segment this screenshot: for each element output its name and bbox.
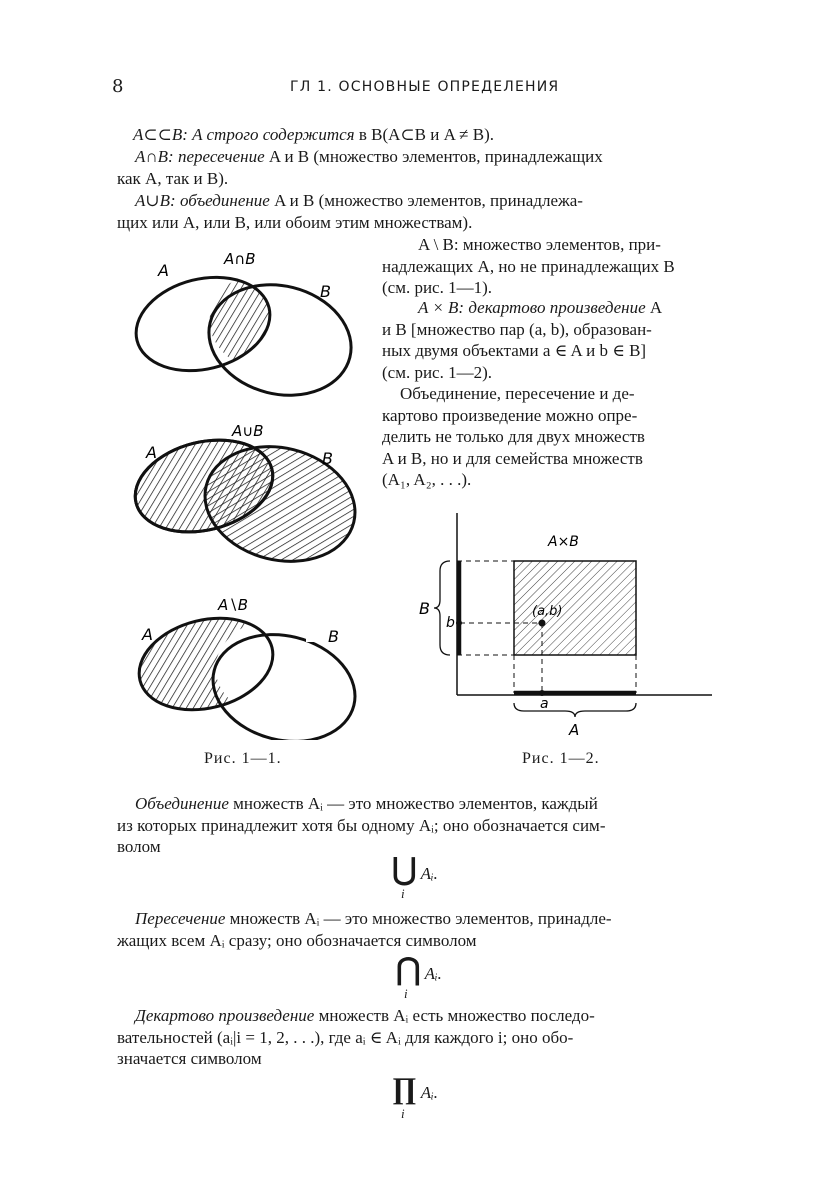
page-number: 8 xyxy=(112,76,124,97)
def-difference: A \ B: множество элементов, при- надлежащих A, но не принадлежащих B (см. рис. 1—1). xyxy=(382,235,675,297)
brace-A xyxy=(514,703,636,717)
venn-title-intersection: A∩B xyxy=(224,250,256,268)
def-intersection: A∩B: пересечение A и B (множество элементов, принадлежащих как A, так и B). xyxy=(117,147,603,188)
def-union: A∪B: объединение A и B (множество элементов, принадлежа- щих или A, или B, или обоим этим множествам). xyxy=(117,191,583,232)
point-ab xyxy=(539,620,546,627)
product-title: A×B xyxy=(548,534,579,550)
label-A: A xyxy=(569,721,580,739)
union-family-definition: Объединение множеств Aᵢ — это множество элементов, каждый из которых принадлежит хотя бы одному Aᵢ; оно обозначается сим- волом xyxy=(117,794,606,856)
figure1-caption: Рис. 1—1. xyxy=(204,750,282,767)
venn-label-a: A xyxy=(142,625,153,644)
remark-families: Объединение, пересечение и де- картово произведение можно опре- делить не только для двух множеств A и B, но и для семейства множеств (A₁, A₂, . . .). xyxy=(382,384,645,489)
intersection-family-definition: Пересечение множеств Aᵢ — это множество элементов, принадле- жащих всем Aᵢ сразу; оно обозначается символом xyxy=(117,909,612,950)
venn-union xyxy=(125,422,367,577)
figure-venn-diagrams xyxy=(120,240,370,740)
venn-label-b: B xyxy=(320,282,331,301)
venn-intersection xyxy=(126,250,363,410)
chapter-title: ГЛ 1. ОСНОВНЫЕ ОПРЕДЕЛЕНИЯ xyxy=(290,79,560,95)
def-cartesian: A × B: декартово произведение A и B [множество пар (a, b), образован- ных двумя объектами a ∈ A и b ∈ B] (см. рис. 1—2). xyxy=(382,298,663,382)
venn-label-a: A xyxy=(158,261,169,280)
label-a: a xyxy=(540,696,549,712)
venn-label-a: A xyxy=(146,443,157,462)
figure2-caption: Рис. 1—2. xyxy=(522,750,600,767)
figure-cartesian-product xyxy=(410,505,720,745)
venn-title-difference: A∖B xyxy=(218,596,249,614)
product-family-definition: Декартово произведение множеств Aᵢ есть множество последо- вательностей (aᵢ|i = 1, 2, . . .), где aᵢ ∈ Aᵢ для каждого i; оно обо- значается символом xyxy=(117,1006,595,1068)
label-b: b xyxy=(446,615,455,631)
venn-label-b: B xyxy=(322,449,333,468)
def-strict-subset: A⊂⊂B: A строго содержится в B(A⊂B и A ≠ B). xyxy=(133,125,494,144)
venn-title-union: A∪B xyxy=(232,422,264,440)
brace-B xyxy=(434,561,450,655)
union-family-formula: ⋃ Aᵢ. i xyxy=(392,853,438,901)
venn-difference xyxy=(129,596,366,740)
intersection-family-formula: ⋂ Aᵢ. i xyxy=(396,953,442,1001)
label-B: B xyxy=(419,599,430,618)
venn-label-b: B xyxy=(328,627,339,646)
product-family-formula: ∏ Aᵢ. i xyxy=(392,1072,439,1121)
label-point: (a,b) xyxy=(532,604,563,619)
